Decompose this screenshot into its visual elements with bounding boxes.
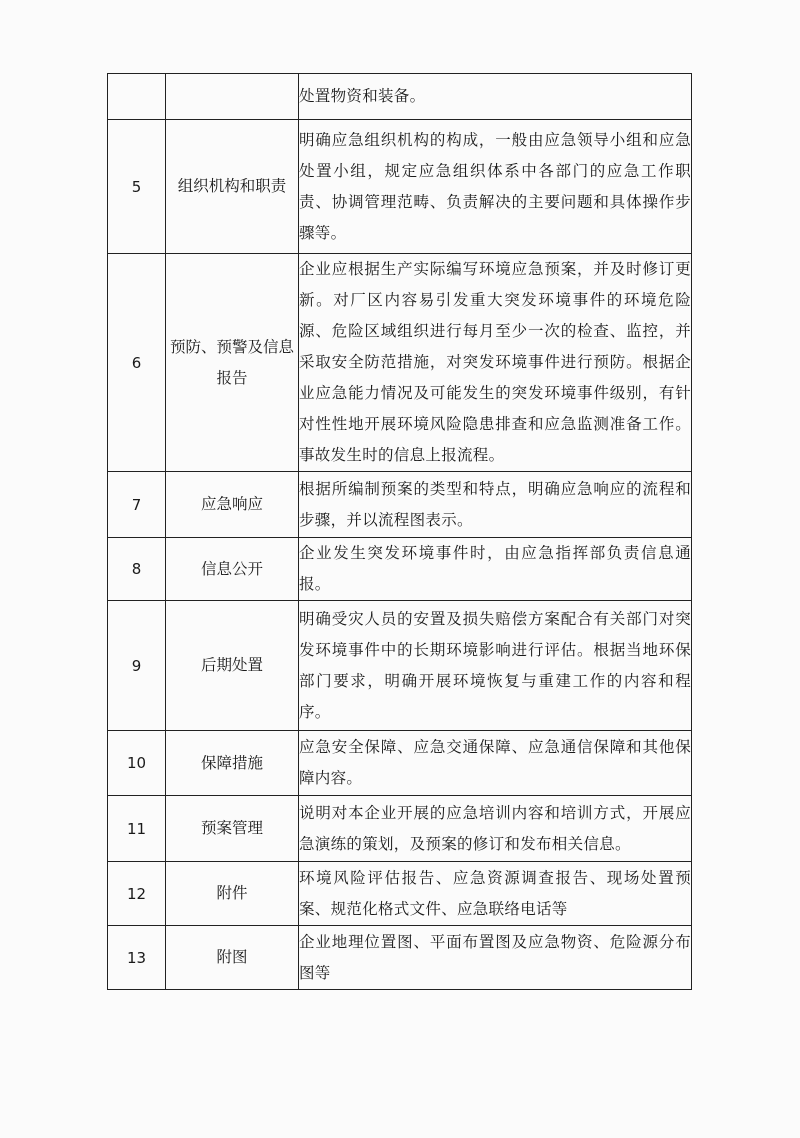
row-description: 环境风险评估报告、应急资源调查报告、现场处置预案、规范化格式文件、应急联络电话等	[299, 862, 692, 926]
row-item: 应急响应	[166, 472, 299, 538]
table-row	[108, 731, 692, 796]
row-item: 附件	[166, 862, 299, 926]
table-row	[108, 926, 692, 990]
emergency-plan-table	[107, 73, 692, 990]
table-row	[108, 254, 692, 472]
row-item: 保障措施	[166, 731, 299, 796]
table-row	[108, 862, 692, 926]
row-item: 附图	[166, 926, 299, 990]
row-item: 预案管理	[166, 796, 299, 862]
row-number: 11	[108, 796, 166, 862]
row-description: 企业应根据生产实际编写环境应急预案，并及时修订更新。对厂区内容易引发重大突发环境事件的环境危险源、危险区域组织进行每月至少一次的检查、监控，并采取安全防范措施，对突发环境事件进行预防。根据企业应急能力情况及可能发生的突发环境事件级别，有针对性性地开展环境风险隐患排查和应急监测准备工作。事故发生时的信息上报流程。	[299, 254, 692, 472]
row-description: 处置物资和装备。	[299, 74, 692, 120]
row-item: 信息公开	[166, 538, 299, 601]
row-number: 6	[108, 254, 166, 472]
row-item	[166, 74, 299, 120]
table-row	[108, 538, 692, 601]
row-description: 企业地理位置图、平面布置图及应急物资、危险源分布图等	[299, 926, 692, 990]
row-item: 组织机构和职责	[166, 120, 299, 254]
row-description: 企业发生突发环境事件时，由应急指挥部负责信息通报。	[299, 538, 692, 601]
table-row	[108, 74, 692, 120]
row-number: 10	[108, 731, 166, 796]
row-description: 明确受灾人员的安置及损失赔偿方案配合有关部门对突发环境事件中的长期环境影响进行评估。根据当地环保部门要求，明确开展环境恢复与重建工作的内容和程序。	[299, 601, 692, 731]
row-description: 说明对本企业开展的应急培训内容和培训方式，开展应急演练的策划，及预案的修订和发布相关信息。	[299, 796, 692, 862]
table-row	[108, 120, 692, 254]
row-number: 7	[108, 472, 166, 538]
table-row	[108, 796, 692, 862]
row-item: 预防、预警及信息报告	[166, 254, 299, 472]
table-row	[108, 472, 692, 538]
row-number: 13	[108, 926, 166, 990]
row-number	[108, 74, 166, 120]
row-description: 应急安全保障、应急交通保障、应急通信保障和其他保障内容。	[299, 731, 692, 796]
row-number: 12	[108, 862, 166, 926]
row-number: 8	[108, 538, 166, 601]
row-number: 9	[108, 601, 166, 731]
row-description: 明确应急组织机构的构成，一般由应急领导小组和应急处置小组，规定应急组织体系中各部门的应急工作职责、协调管理范畴、负责解决的主要问题和具体操作步骤等。	[299, 120, 692, 254]
table-row	[108, 601, 692, 731]
row-description: 根据所编制预案的类型和特点，明确应急响应的流程和步骤，并以流程图表示。	[299, 472, 692, 538]
row-item: 后期处置	[166, 601, 299, 731]
row-number: 5	[108, 120, 166, 254]
